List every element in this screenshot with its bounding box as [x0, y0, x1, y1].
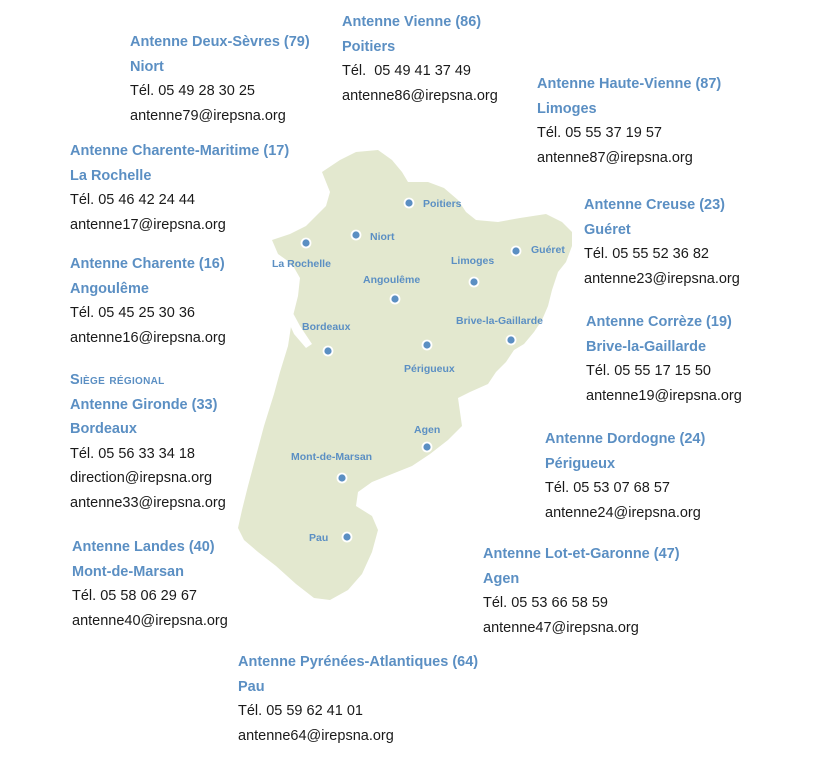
- location-dot-icon: [338, 474, 347, 483]
- antenna-name: Antenne Corrèze (19): [586, 314, 732, 330]
- location-dot-icon: [423, 341, 432, 350]
- location-dot-icon: [507, 336, 516, 345]
- antenna-city: Périgueux: [545, 455, 616, 472]
- city-label: Angoulême: [363, 274, 421, 286]
- city-label: La Rochelle: [272, 258, 331, 270]
- headquarters-label: Siège régional: [70, 372, 165, 388]
- antenna-city: Agen: [483, 570, 520, 587]
- antenna-city: Niort: [130, 58, 164, 75]
- antenna-phone: Tél. 05 45 25 30 36: [70, 305, 195, 321]
- antenna-email-link[interactable]: antenne23@irepsna.org: [584, 270, 740, 287]
- location-dot-icon: [324, 347, 333, 356]
- antenna-phone: Tél. 05 55 52 36 82: [584, 246, 709, 262]
- location-dot-icon: [352, 231, 361, 240]
- antenna-email-link[interactable]: antenne47@irepsna.org: [483, 619, 639, 636]
- location-dot-icon: [391, 295, 400, 304]
- antenna-phone: Tél. 05 53 07 68 57: [545, 480, 670, 496]
- antenna-name: Antenne Charente (16): [70, 256, 225, 272]
- antenna-email-link[interactable]: antenne64@irepsna.org: [238, 727, 394, 744]
- antenna-79: [130, 30, 310, 128]
- city-label: Agen: [414, 424, 441, 436]
- antenna-city: Brive-la-Gaillarde: [586, 338, 707, 355]
- antenna-city: Poitiers: [342, 38, 396, 55]
- antenna-email-link[interactable]: antenne86@irepsna.org: [342, 87, 498, 104]
- antenna-phone: Tél. 05 58 06 29 67: [72, 588, 197, 604]
- antenna-name: Antenne Creuse (23): [584, 197, 726, 213]
- city-label: Mont-de-Marsan: [291, 451, 373, 463]
- antenna-40: [72, 535, 228, 633]
- city-label: Périgueux: [404, 363, 455, 375]
- location-dot-icon: [405, 199, 414, 208]
- city-label: Pau: [309, 532, 329, 544]
- antenna-email-link[interactable]: antenne33@irepsna.org: [70, 494, 226, 511]
- antenna-phone: Tél. 05 55 37 19 57: [537, 125, 662, 141]
- antenna-17: [70, 139, 289, 237]
- antenna-phone: Tél. 05 53 66 58 59: [483, 595, 608, 611]
- antenna-name: Antenne Vienne (86): [342, 14, 482, 30]
- antenna-phone: Tél. 05 59 62 41 01: [238, 703, 363, 719]
- location-dot-icon: [423, 443, 432, 452]
- antenna-phone: Tél. 05 56 33 34 18: [70, 445, 195, 462]
- antenna-city: La Rochelle: [70, 167, 152, 184]
- antenna-64: [238, 650, 478, 748]
- antenna-phone: Tél. 05 55 17 15 50: [586, 363, 711, 379]
- antenna-33-headquarters: [70, 368, 226, 515]
- city-label: Niort: [370, 231, 395, 243]
- antenna-email-link[interactable]: antenne79@irepsna.org: [130, 107, 286, 124]
- antenna-47: [483, 542, 680, 640]
- antenna-phone: Tél. 05 49 41 37 49: [342, 63, 471, 79]
- location-dot-icon: [512, 247, 521, 256]
- antenna-email-link[interactable]: antenne17@irepsna.org: [70, 216, 226, 233]
- location-dot-icon: [302, 239, 311, 248]
- antenna-name: Antenne Lot-et-Garonne (47): [483, 546, 680, 562]
- antenna-name: Antenne Deux-Sèvres (79): [130, 34, 310, 50]
- antenna-name: Antenne Charente-Maritime (17): [70, 143, 290, 159]
- city-label: Poitiers: [423, 198, 462, 210]
- antenna-email-link[interactable]: antenne16@irepsna.org: [70, 329, 226, 346]
- antenna-email-link[interactable]: antenne19@irepsna.org: [586, 387, 742, 404]
- antenna-city: Pau: [238, 678, 265, 695]
- antenna-23: [584, 193, 740, 291]
- antenna-86: [342, 10, 498, 108]
- antenna-email-link[interactable]: antenne40@irepsna.org: [72, 612, 228, 629]
- antenna-87: [537, 72, 721, 170]
- location-dot-icon: [343, 533, 352, 542]
- antenna-phone: Tél. 05 46 42 24 44: [70, 192, 195, 208]
- city-label: Guéret: [531, 244, 565, 256]
- antenna-city: Bordeaux: [70, 421, 137, 437]
- antenna-name: Antenne Dordogne (24): [545, 431, 706, 447]
- antenna-email-link[interactable]: antenne87@irepsna.org: [537, 149, 693, 166]
- antenna-phone: Tél. 05 49 28 30 25: [130, 83, 255, 99]
- city-label: Brive-la-Gaillarde: [456, 315, 543, 327]
- antenna-name: Antenne Haute-Vienne (87): [537, 76, 722, 92]
- antenna-city: Angoulême: [70, 280, 149, 297]
- city-label: Limoges: [451, 255, 495, 267]
- antenna-name: Antenne Pyrénées-Atlantiques (64): [238, 654, 479, 670]
- antenna-email-link[interactable]: antenne24@irepsna.org: [545, 504, 701, 521]
- antenna-name: Antenne Gironde (33): [70, 396, 218, 413]
- antenna-16: [70, 252, 226, 350]
- city-label: Bordeaux: [302, 321, 351, 333]
- location-dot-icon: [470, 278, 479, 287]
- direction-email-link[interactable]: direction@irepsna.org: [70, 470, 213, 486]
- antenna-city: Limoges: [537, 100, 597, 117]
- antenna-24: [545, 427, 705, 525]
- antenna-city: Guéret: [584, 221, 631, 238]
- antenna-name: Antenne Landes (40): [72, 539, 215, 555]
- antenna-19: [586, 310, 742, 408]
- antenna-city: Mont-de-Marsan: [72, 563, 184, 580]
